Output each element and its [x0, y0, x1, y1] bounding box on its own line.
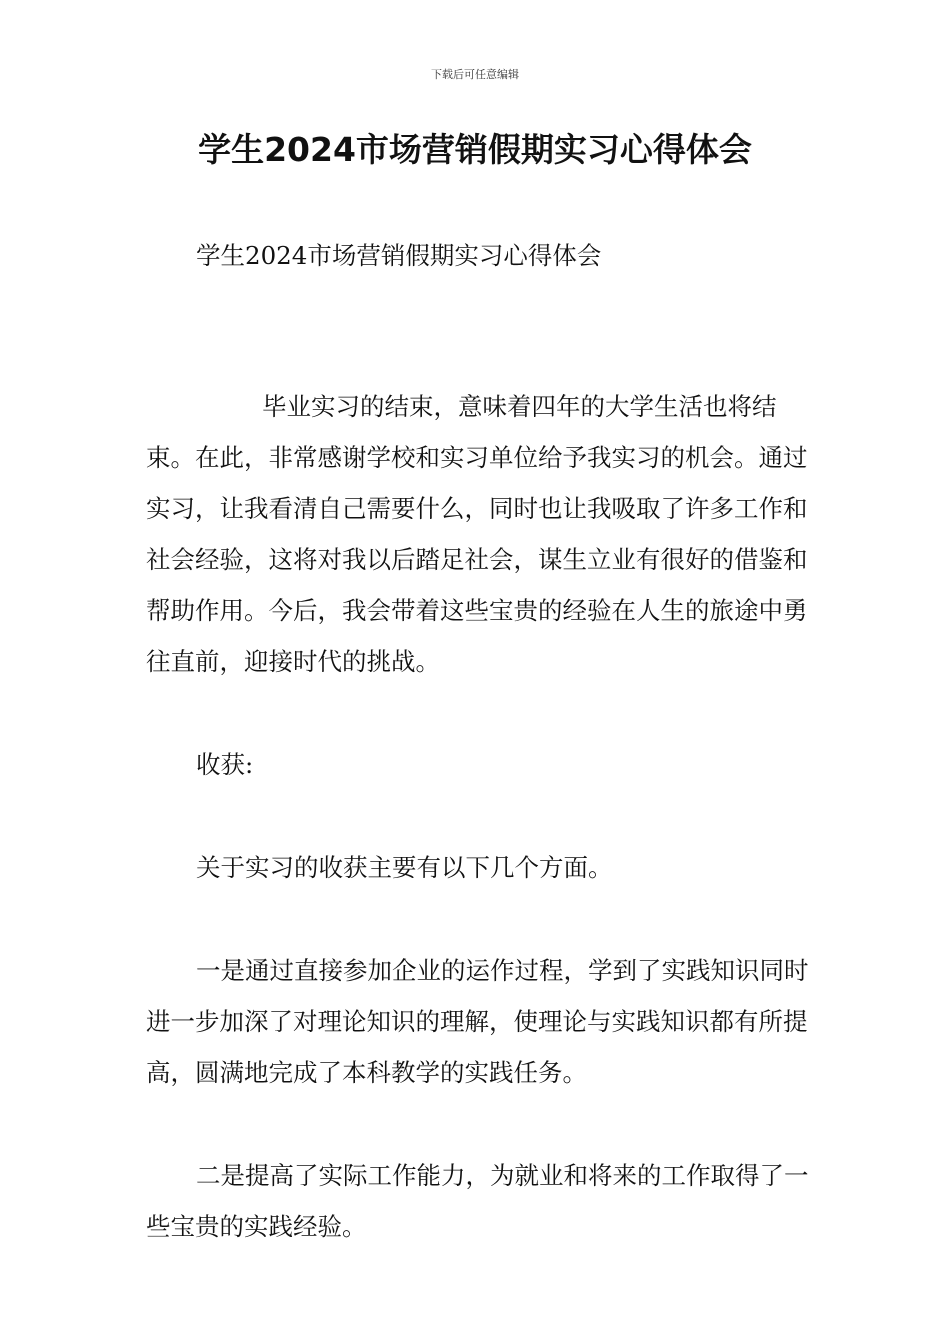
spacer [146, 1098, 810, 1150]
spacer [146, 893, 810, 945]
paragraph-intro: 毕业实习的结束，意味着四年的大学生活也将结束。在此，非常感谢学校和实习单位给予我实习的机会。通过实习，让我看清自己需要什么，同时也让我吸取了许多工作和社会经验，这将对我以后踏足社会，谋生立业有很好的借鉴和帮助作用。今后，我会带着这些宝贵的经验在人生的旅途中勇往直前，迎接时代的挑战。 [146, 392, 808, 676]
paragraph-harvest-heading: 收获: [196, 750, 254, 779]
paragraph-harvest-intro: 关于实习的收获主要有以下几个方面。 [196, 853, 613, 882]
paragraph-point-one: 一是通过直接参加企业的运作过程，学到了实践知识同时进一步加深了对理论知识的理解，使理论与实践知识都有所提高，圆满地完成了本科教学的实践任务。 [146, 956, 809, 1087]
header-note: 下载后可任意编辑 [431, 68, 519, 81]
spacer [146, 790, 810, 842]
spacer [146, 281, 810, 381]
document-title: 学生2024市场营销假期实习心得体会 [198, 130, 752, 169]
document-body [146, 230, 810, 1252]
paragraph-point-two: 二是提高了实际工作能力，为就业和将来的工作取得了一些宝贵的实践经验。 [146, 1161, 809, 1241]
spacer [146, 687, 810, 739]
document-subtitle: 学生2024市场营销假期实习心得体会 [196, 241, 602, 270]
